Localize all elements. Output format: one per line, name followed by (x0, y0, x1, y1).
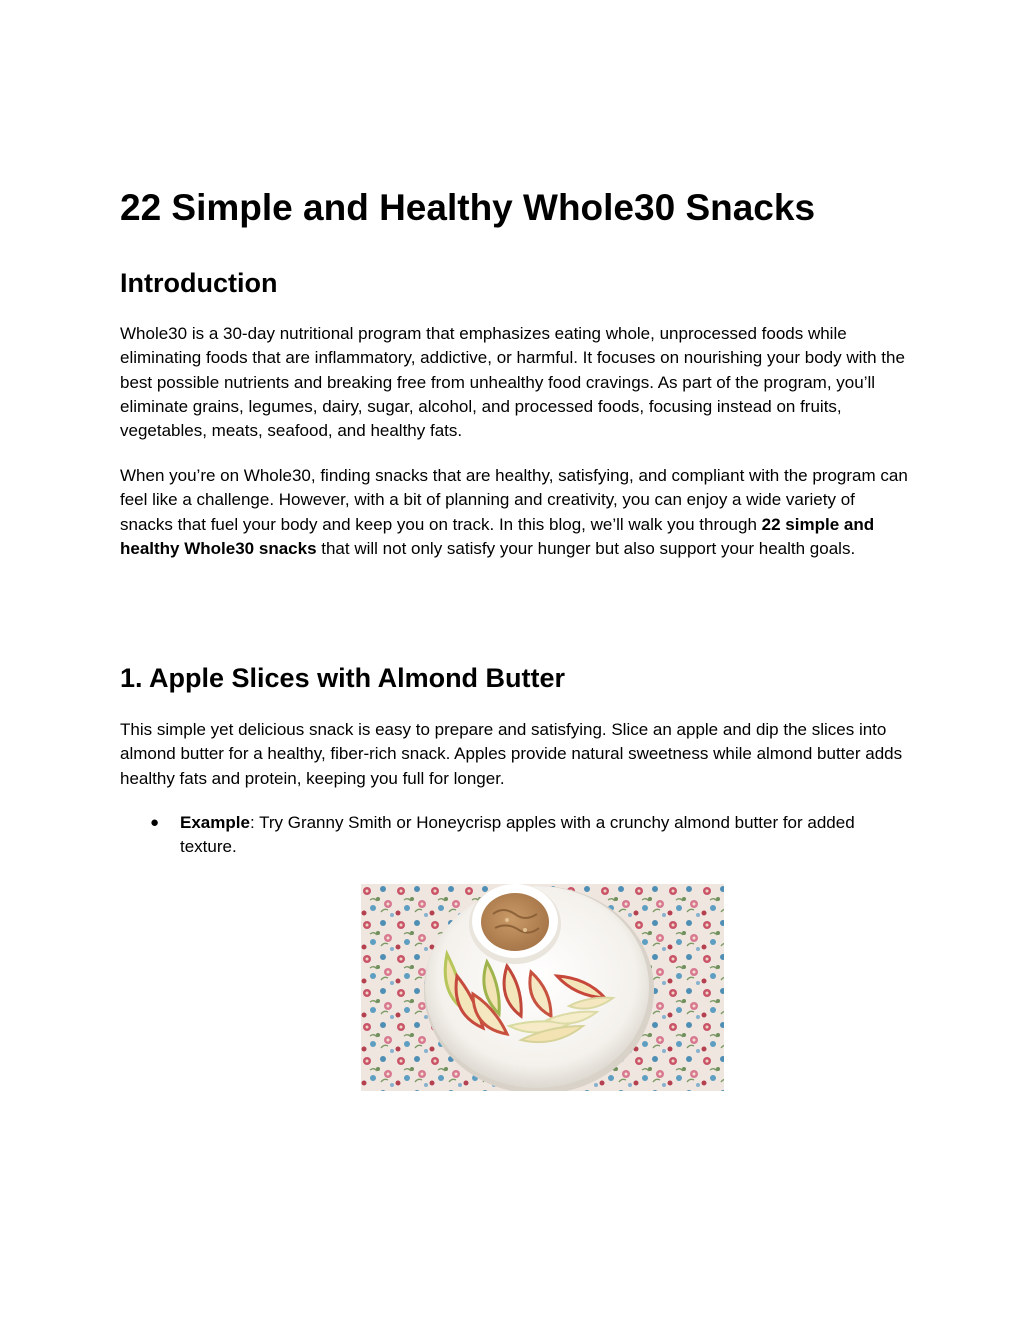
intro-paragraph-2-text-start: When you’re on Whole30, finding snacks that are healthy, satisfying, and compliant with the program can feel like a challenge. However, with a bit of planning and creativity, you can enjoy a wide variety of snacks that fuel your body and keep you on track. In this blog, we’ll walk you through (120, 466, 908, 534)
section-1-body: This simple yet delicious snack is easy to prepare and satisfying. Slice an apple and dip the slices into almond butter for a healthy, fiber-rich snack. Apples provide natural sweetness while almond butter adds healthy fats and protein, keeping you full for longer. (120, 720, 903, 788)
intro-paragraph-2 (120, 464, 910, 561)
intro-paragraph-2-bold: 22 simple and healthy Whole30 snacks (120, 514, 875, 558)
bullet-dot-icon: ● (150, 814, 160, 831)
bullet-label: Example (180, 813, 250, 832)
intro-paragraph-2-text-end: that will not only satisfy your hunger but also support your health goals. (316, 538, 856, 558)
article-title: 22 Simple and Healthy Whole30 Snacks (120, 187, 816, 228)
bullet-body: : Try Granny Smith or Honeycrisp apples with a crunchy almond butter for added texture. (180, 813, 855, 857)
apple-slices-photo (361, 884, 724, 1091)
intro-paragraph-1: Whole30 is a 30-day nutritional program that emphasizes eating whole, unprocessed foods while eliminating foods that are inflammatory, addictive, or harmful. It focuses on nourishing your body with the best possible nutrients and breaking free from unhealthy food cravings. As part of the program, you’ll eliminate grains, legumes, dairy, sugar, alcohol, and processed foods, focusing instead on fruits, vegetables, meats, seafood, and healthy fats. (120, 324, 905, 441)
bullet-text (180, 811, 885, 860)
section-1-heading: 1. Apple Slices with Almond Butter (120, 663, 566, 693)
introduction-heading: Introduction (120, 268, 278, 298)
